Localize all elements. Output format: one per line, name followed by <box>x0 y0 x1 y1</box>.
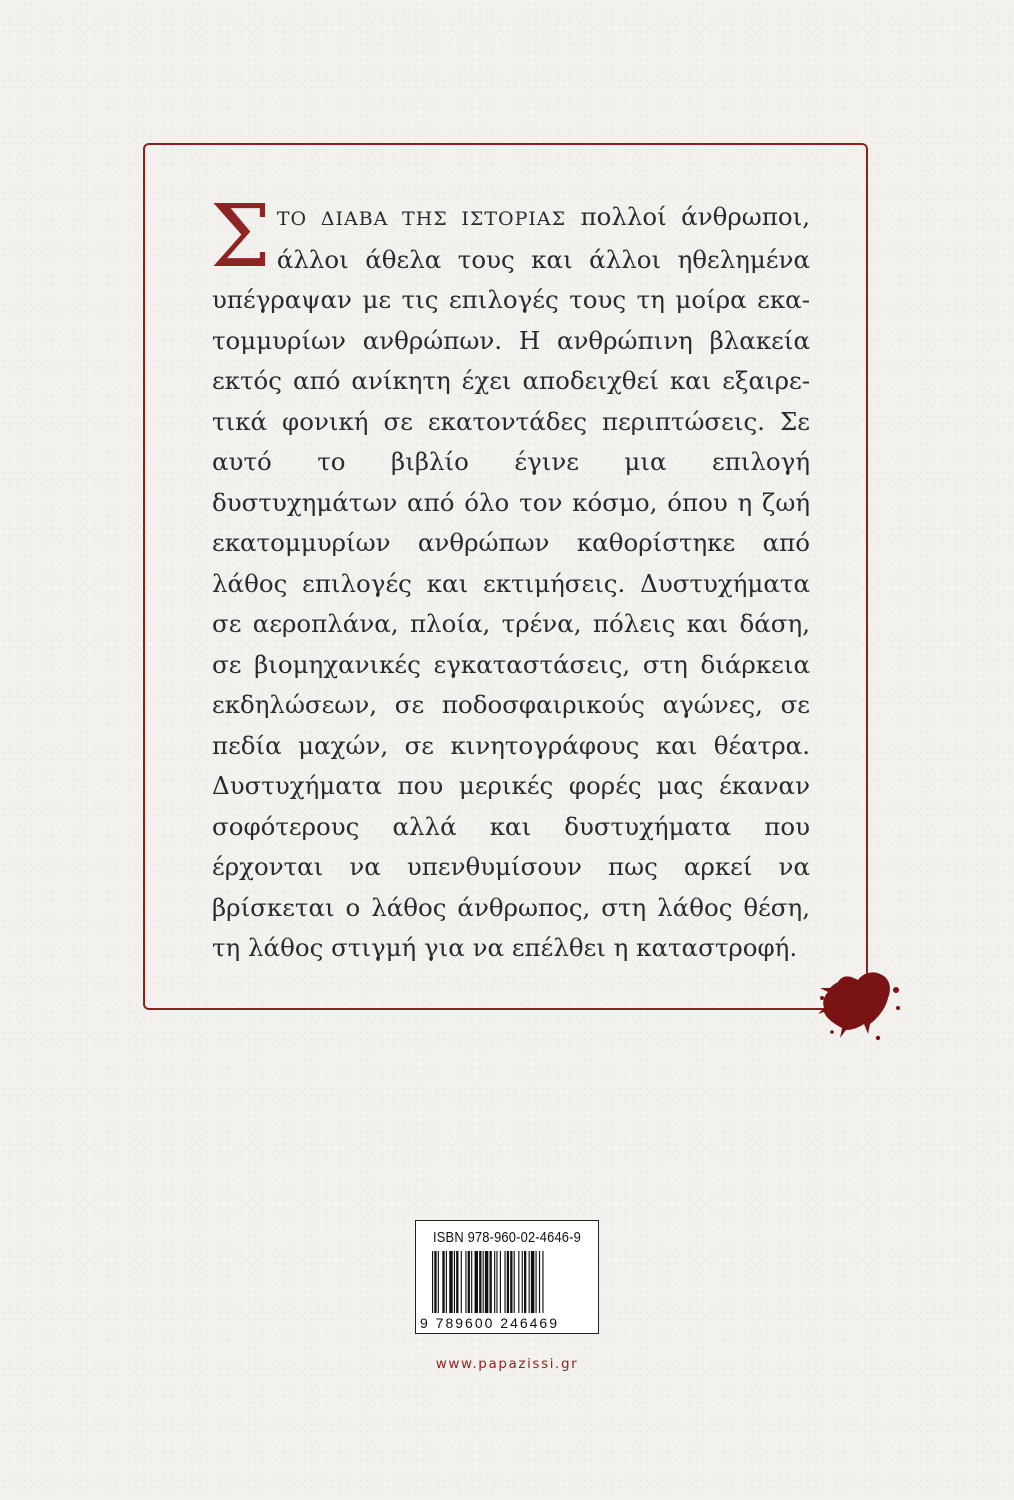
barcode-bars <box>432 1251 590 1313</box>
blood-splatter-icon <box>818 968 902 1044</box>
drop-cap: Σ <box>210 187 271 287</box>
isbn-label: ISBN 978-960-02-4646-9 <box>433 1229 581 1246</box>
publisher-website: www.papazissi.gr <box>435 1356 579 1372</box>
isbn-barcode <box>415 1220 599 1334</box>
back-cover-blurb <box>210 187 810 969</box>
isbn-digits: 9 789600 246469 <box>420 1315 559 1331</box>
blurb-lead: ΤΟ ΔΙΑΒΑ ΤΗΣ ΙΣΤΟΡΙΑΣ <box>276 208 567 230</box>
blurb-body: πολλοί άνθρωποι, άλλοι άθελα τους και άλλοι ηθελημένα υπέγραψαν με τις επιλογές τους τη μοίρα εκατομμυρίων ανθρώπων. Η ανθρώπινη βλακεία εκτός από ανίκητη έχει αποδειχθεί και εξαιρετικά φονική σε εκατοντάδες περιπτώσεις. Σε αυτό το βιβλίο έγινε μια επιλογή δυστυχημάτων από όλο τον κόσμο, όπου η ζωή εκατομμυρίων ανθρώπων καθορίστηκε από λάθος επιλογές και εκτιμήσεις. Δυστυχήματα σε αεροπλάνα, πλοία, τρένα, πόλεις και δάση, σε βιομηχανικές εγκαταστάσεις, στη διάρκεια εκδηλώσεων, σε ποδοσφαιρικούς αγώνες, σε πεδία μαχών, σε κινητογράφους και θέατρα. Δυστυχήματα που μερικές φορές μας έκαναν σοφότερους αλλά και δυστυχήματα που έρχονται να υπενθυμίσουν πως αρκεί να βρίσκεται ο λάθος άνθρωπος, στη λάθος θέση, τη λάθος στιγμή για να επέλθει η καταστροφή. <box>212 202 810 962</box>
